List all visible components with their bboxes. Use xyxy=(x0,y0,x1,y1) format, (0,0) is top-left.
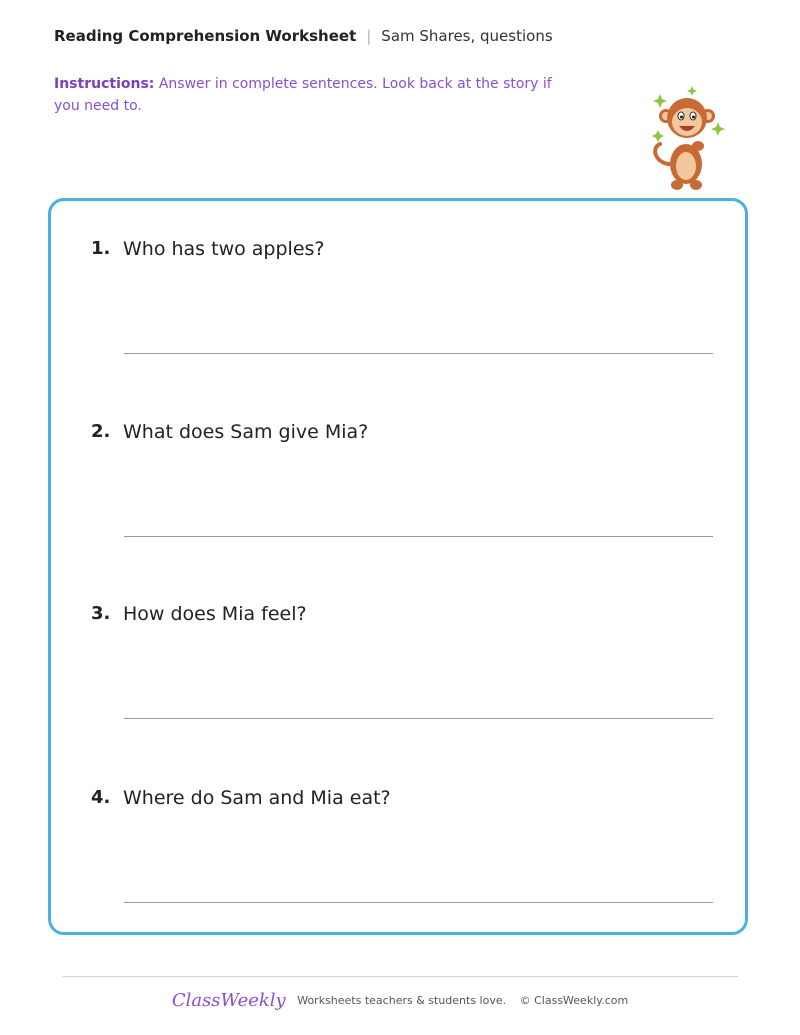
question-number: 1. xyxy=(91,238,111,259)
question-text: How does Mia feel? xyxy=(123,603,307,625)
answer-line[interactable] xyxy=(124,353,713,354)
monkey-mascot-icon xyxy=(646,86,728,192)
question-text: What does Sam give Mia? xyxy=(123,421,369,443)
answer-line[interactable] xyxy=(124,536,713,537)
instructions-label: Instructions: xyxy=(54,76,155,92)
brand-logo: ClassWeekly xyxy=(171,990,286,1011)
questions-card xyxy=(48,198,748,935)
instructions xyxy=(54,73,574,117)
answer-line[interactable] xyxy=(124,902,713,903)
worksheet-subtitle: Sam Shares, questions xyxy=(381,27,553,45)
question-number: 3. xyxy=(91,603,111,624)
question-number: 4. xyxy=(91,787,111,808)
footer-copyright: © ClassWeekly.com xyxy=(519,994,629,1007)
worksheet-title: Reading Comprehension Worksheet xyxy=(54,27,357,45)
question-text: Where do Sam and Mia eat? xyxy=(123,787,391,809)
instructions-text: Answer in complete sentences. Look back at the story if you need to. xyxy=(54,76,552,114)
footer-divider xyxy=(63,976,738,977)
answer-line[interactable] xyxy=(124,718,713,719)
header-separator: | xyxy=(366,27,372,45)
footer xyxy=(0,990,800,1011)
question-number: 2. xyxy=(91,421,111,442)
question-text: Who has two apples? xyxy=(123,238,325,260)
footer-tagline: Worksheets teachers & students love. xyxy=(297,994,507,1007)
worksheet-header xyxy=(54,26,553,46)
